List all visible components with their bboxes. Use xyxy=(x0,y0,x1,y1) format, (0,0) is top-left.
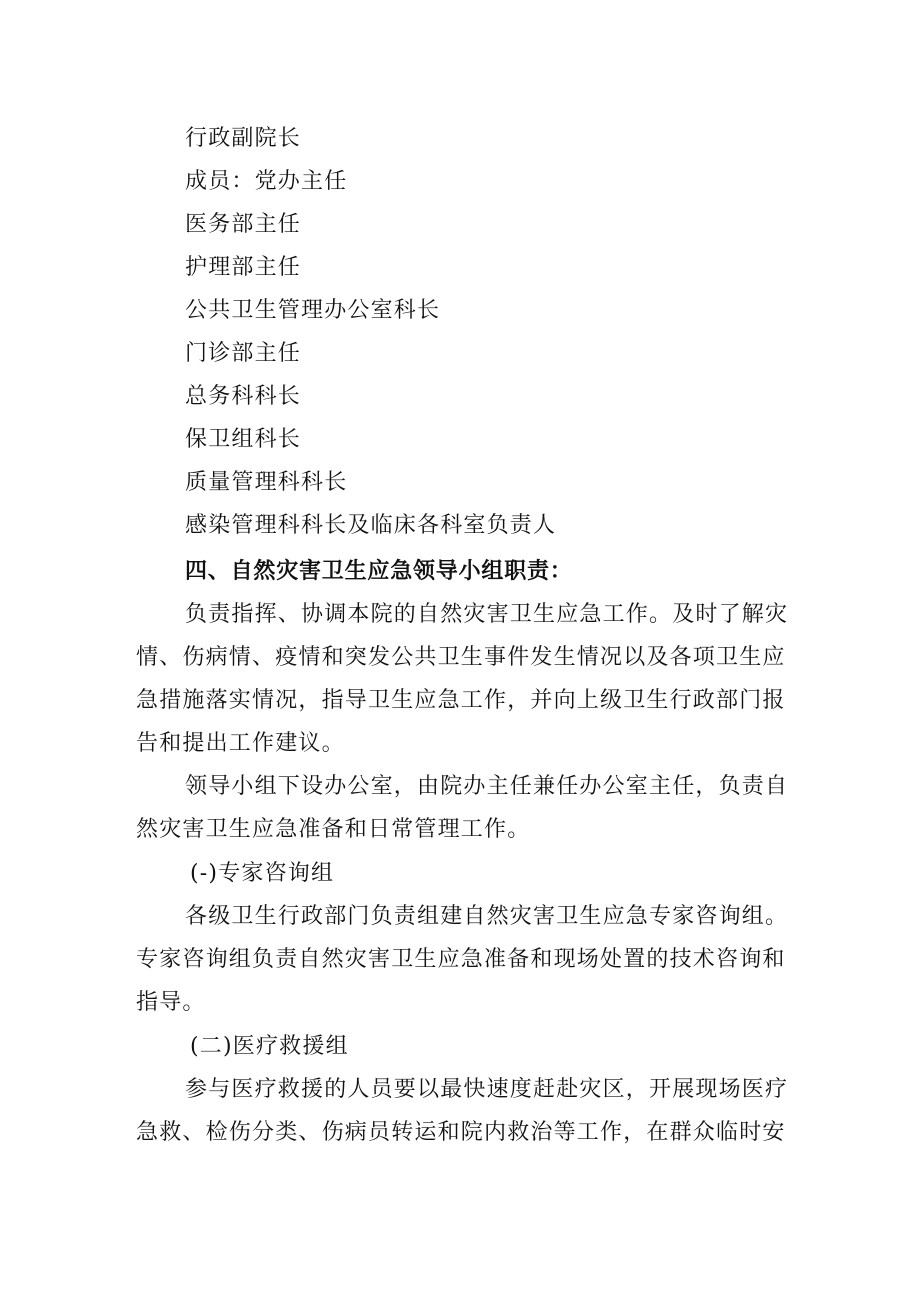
member-line: 医务部主任 xyxy=(185,212,302,237)
paragraph-line: 参与医疗救援的人员要以最快速度赶赴灾区，开展现场医疗 xyxy=(185,1077,789,1102)
paragraph-line: 指导。 xyxy=(136,990,206,1015)
member-line: 行政副院长 xyxy=(185,126,302,151)
paragraph-line: 负责指挥、协调本院的自然灾害卫生应急工作。及时了解灾 xyxy=(185,602,789,627)
member-line: 门诊部主任 xyxy=(185,341,302,366)
paragraph-line: 告和提出工作建议。 xyxy=(136,731,345,756)
section-heading: 四、自然灾害卫生应急领导小组职责： xyxy=(185,559,573,584)
member-line: 感染管理科科长及临床各科室负责人 xyxy=(185,513,557,538)
paragraph-line: 各级卫生行政部门负责组建自然灾害卫生应急专家咨询组。 xyxy=(185,904,789,929)
member-line: 总务科科长 xyxy=(185,384,302,409)
paragraph-line: 情、伤病情、疫情和突发公共卫生事件发生情况以及各项卫生应 xyxy=(136,645,786,670)
subsection-heading: (二)医疗救援组 xyxy=(190,1034,349,1059)
paragraph-line: 专家咨询组负责自然灾害卫生应急准备和现场处置的技术咨询和 xyxy=(136,947,786,972)
member-line: 成员：党办主任 xyxy=(185,169,348,194)
paragraph-line: 领导小组下设办公室，由院办主任兼任办公室主任，负责自 xyxy=(185,774,789,799)
member-line: 保卫组科长 xyxy=(185,427,302,452)
member-line: 公共卫生管理办公室科长 xyxy=(185,298,441,323)
member-line: 护理部主任 xyxy=(185,255,302,280)
paragraph-line: 急救、检伤分类、伤病员转运和院内救治等工作，在群众临时安 xyxy=(136,1120,786,1145)
member-line: 质量管理科科长 xyxy=(185,470,348,495)
paragraph-line: 然灾害卫生应急准备和日常管理工作。 xyxy=(136,817,531,842)
subsection-heading: (-)专家咨询组 xyxy=(190,861,335,886)
paragraph-line: 急措施落实情况，指导卫生应急工作，并向上级卫生行政部门报 xyxy=(136,688,786,713)
